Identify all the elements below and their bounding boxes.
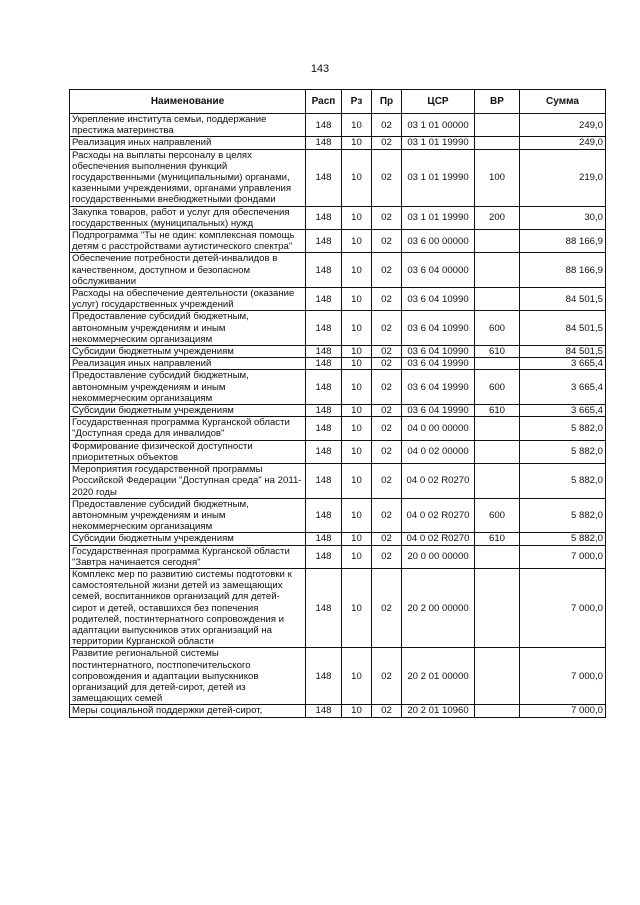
cell-vr: 600 (475, 498, 520, 533)
table-row (70, 370, 606, 405)
cell-rz: 10 (342, 417, 372, 440)
cell-pr: 02 (372, 498, 402, 533)
cell-name: Укрепление института семьи, поддержание престижа материнства (70, 114, 306, 137)
cell-vr (475, 253, 520, 288)
cell-name: Закупка товаров, работ и услуг для обеспечения государственных (муниципальных) нужд (70, 206, 306, 229)
cell-rasp: 148 (306, 206, 342, 229)
table-row (70, 648, 606, 705)
cell-rz: 10 (342, 464, 372, 499)
cell-rz: 10 (342, 405, 372, 417)
cell-rasp: 148 (306, 498, 342, 533)
column-header-name: Наименование (70, 90, 306, 114)
table-row (70, 498, 606, 533)
table-row (70, 440, 606, 463)
cell-name: Комплекс мер по развитию системы подготовки к самостоятельной жизни детей из замещающих семей, воспитанников организаций для детей-сирот и детей, оставшихся без попечения родителей, постинтернатного сопровождения и адаптации выпускников этих организаций на территории Курганской области (70, 568, 306, 647)
cell-sum: 3 665,4 (520, 370, 606, 405)
table-row (70, 137, 606, 149)
table-row (70, 568, 606, 647)
cell-vr: 100 (475, 149, 520, 206)
cell-rasp: 148 (306, 137, 342, 149)
cell-vr (475, 288, 520, 311)
cell-pr: 02 (372, 370, 402, 405)
cell-rasp: 148 (306, 370, 342, 405)
cell-pr: 02 (372, 114, 402, 137)
cell-pr: 02 (372, 346, 402, 358)
cell-csr: 03 6 00 00000 (402, 230, 475, 253)
cell-sum: 84 501,5 (520, 346, 606, 358)
table-row (70, 705, 606, 717)
cell-name: Предоставление субсидий бюджетным, автономным учреждениям и иным некоммерческим организациям (70, 498, 306, 533)
cell-vr: 200 (475, 206, 520, 229)
table-row (70, 346, 606, 358)
cell-csr: 04 0 00 00000 (402, 417, 475, 440)
cell-vr: 600 (475, 311, 520, 346)
cell-vr (475, 545, 520, 568)
cell-vr (475, 568, 520, 647)
cell-rasp: 148 (306, 417, 342, 440)
cell-name: Расходы на обеспечение деятельности (оказание услуг) государственных учреждений (70, 288, 306, 311)
column-header-csr: ЦСР (402, 90, 475, 114)
cell-rasp: 148 (306, 440, 342, 463)
cell-sum: 5 882,0 (520, 498, 606, 533)
cell-rz: 10 (342, 288, 372, 311)
table-row (70, 464, 606, 499)
cell-pr: 02 (372, 405, 402, 417)
cell-rasp: 148 (306, 346, 342, 358)
cell-sum: 88 166,9 (520, 230, 606, 253)
cell-pr: 02 (372, 253, 402, 288)
cell-rasp: 148 (306, 311, 342, 346)
cell-rz: 10 (342, 358, 372, 370)
table-row (70, 149, 606, 206)
cell-pr: 02 (372, 311, 402, 346)
cell-sum: 84 501,5 (520, 311, 606, 346)
cell-sum: 84 501,5 (520, 288, 606, 311)
cell-csr: 03 6 04 19990 (402, 405, 475, 417)
cell-sum: 7 000,0 (520, 545, 606, 568)
cell-rasp: 148 (306, 358, 342, 370)
cell-csr: 04 0 02 00000 (402, 440, 475, 463)
column-header-vr: ВР (475, 90, 520, 114)
cell-sum: 5 882,0 (520, 440, 606, 463)
cell-vr (475, 464, 520, 499)
cell-csr: 03 6 04 00000 (402, 253, 475, 288)
cell-csr: 03 6 04 10990 (402, 346, 475, 358)
table-header-row (70, 90, 606, 114)
cell-vr (475, 705, 520, 717)
cell-pr: 02 (372, 149, 402, 206)
cell-rz: 10 (342, 346, 372, 358)
cell-name: Субсидии бюджетным учреждениям (70, 405, 306, 417)
cell-sum: 249,0 (520, 137, 606, 149)
cell-pr: 02 (372, 358, 402, 370)
cell-name: Расходы на выплаты персоналу в целях обеспечения выполнения функций государственными (муниципальными) органами, казенными учреждениями, органами управления государственными внебюджетными фондами (70, 149, 306, 206)
cell-name: Государственная программа Курганской области "Завтра начинается сегодня" (70, 545, 306, 568)
cell-sum: 88 166,9 (520, 253, 606, 288)
cell-rasp: 148 (306, 568, 342, 647)
cell-rasp: 148 (306, 464, 342, 499)
table-row (70, 358, 606, 370)
cell-rz: 10 (342, 114, 372, 137)
cell-pr: 02 (372, 206, 402, 229)
cell-csr: 03 6 04 10990 (402, 288, 475, 311)
cell-pr: 02 (372, 545, 402, 568)
cell-name: Реализация иных направлений (70, 358, 306, 370)
cell-pr: 02 (372, 137, 402, 149)
cell-name: Реализация иных направлений (70, 137, 306, 149)
cell-rz: 10 (342, 648, 372, 705)
cell-csr: 04 0 02 R0270 (402, 533, 475, 545)
cell-vr (475, 440, 520, 463)
cell-pr: 02 (372, 464, 402, 499)
cell-name: Формирование физической доступности приоритетных объектов (70, 440, 306, 463)
cell-name: Предоставление субсидий бюджетным, автономным учреждениям и иным некоммерческим организациям (70, 311, 306, 346)
cell-vr (475, 137, 520, 149)
table-row (70, 253, 606, 288)
cell-rasp: 148 (306, 149, 342, 206)
table-row (70, 545, 606, 568)
cell-sum: 7 000,0 (520, 705, 606, 717)
cell-vr (475, 417, 520, 440)
cell-name: Субсидии бюджетным учреждениям (70, 346, 306, 358)
cell-rz: 10 (342, 206, 372, 229)
cell-sum: 7 000,0 (520, 648, 606, 705)
table-row (70, 206, 606, 229)
cell-csr: 03 1 01 00000 (402, 114, 475, 137)
cell-rz: 10 (342, 498, 372, 533)
page-number: 143 (310, 63, 330, 75)
cell-rz: 10 (342, 440, 372, 463)
cell-csr: 03 1 01 19990 (402, 149, 475, 206)
table-row (70, 417, 606, 440)
cell-rz: 10 (342, 568, 372, 647)
column-header-rz: Рз (342, 90, 372, 114)
cell-rasp: 148 (306, 405, 342, 417)
cell-rz: 10 (342, 533, 372, 545)
cell-name: Меры социальной поддержки детей-сирот, (70, 705, 306, 717)
cell-name: Государственная программа Курганской области "Доступная среда для инвалидов" (70, 417, 306, 440)
column-header-rasp: Расп (306, 90, 342, 114)
cell-sum: 5 882,0 (520, 533, 606, 545)
table-row (70, 533, 606, 545)
budget-table (69, 89, 606, 718)
cell-csr: 20 2 01 00000 (402, 648, 475, 705)
cell-name: Мероприятия государственной программы Российской Федерации "Доступная среда" на 2011-2020 годы (70, 464, 306, 499)
cell-csr: 03 1 01 19990 (402, 137, 475, 149)
cell-pr: 02 (372, 705, 402, 717)
cell-sum: 219,0 (520, 149, 606, 206)
cell-pr: 02 (372, 648, 402, 705)
cell-sum: 249,0 (520, 114, 606, 137)
cell-rz: 10 (342, 545, 372, 568)
cell-rasp: 148 (306, 230, 342, 253)
cell-vr (475, 114, 520, 137)
cell-vr: 610 (475, 533, 520, 545)
cell-rz: 10 (342, 137, 372, 149)
cell-csr: 04 0 02 R0270 (402, 498, 475, 533)
cell-csr: 03 6 04 19990 (402, 370, 475, 405)
table-row (70, 288, 606, 311)
cell-pr: 02 (372, 568, 402, 647)
cell-name: Субсидии бюджетным учреждениям (70, 533, 306, 545)
cell-rz: 10 (342, 370, 372, 405)
cell-name: Обеспечение потребности детей-инвалидов в качественном, доступном и безопасном обслуживании (70, 253, 306, 288)
cell-csr: 03 6 04 10990 (402, 311, 475, 346)
cell-rz: 10 (342, 253, 372, 288)
cell-rz: 10 (342, 230, 372, 253)
table-body (70, 114, 606, 718)
cell-pr: 02 (372, 288, 402, 311)
cell-vr (475, 230, 520, 253)
cell-rasp: 148 (306, 288, 342, 311)
table-row (70, 114, 606, 137)
cell-sum: 5 882,0 (520, 417, 606, 440)
cell-rasp: 148 (306, 114, 342, 137)
cell-vr: 610 (475, 405, 520, 417)
cell-rasp: 148 (306, 648, 342, 705)
cell-pr: 02 (372, 230, 402, 253)
cell-csr: 20 2 00 00000 (402, 568, 475, 647)
cell-vr (475, 358, 520, 370)
column-header-pr: Пр (372, 90, 402, 114)
cell-rz: 10 (342, 705, 372, 717)
cell-rz: 10 (342, 149, 372, 206)
cell-rasp: 148 (306, 705, 342, 717)
cell-sum: 3 665,4 (520, 358, 606, 370)
cell-csr: 20 0 00 00000 (402, 545, 475, 568)
cell-csr: 03 1 01 19990 (402, 206, 475, 229)
cell-sum: 7 000,0 (520, 568, 606, 647)
column-header-sum: Сумма (520, 90, 606, 114)
cell-sum: 5 882,0 (520, 464, 606, 499)
cell-vr: 600 (475, 370, 520, 405)
cell-sum: 30,0 (520, 206, 606, 229)
cell-csr: 03 6 04 19990 (402, 358, 475, 370)
cell-pr: 02 (372, 533, 402, 545)
cell-rasp: 148 (306, 533, 342, 545)
cell-name: Предоставление субсидий бюджетным, автономным учреждениям и иным некоммерческим организациям (70, 370, 306, 405)
table-row (70, 230, 606, 253)
cell-rz: 10 (342, 311, 372, 346)
cell-rasp: 148 (306, 545, 342, 568)
cell-pr: 02 (372, 440, 402, 463)
cell-sum: 3 665,4 (520, 405, 606, 417)
table-row (70, 405, 606, 417)
cell-name: Развитие региональной системы постинтернатного, постпопечительского сопровождения и адаптации выпускников организаций для детей-сирот, детей из замещающих семей (70, 648, 306, 705)
cell-name: Подпрограмма "Ты не один: комплексная помощь детям с расстройствами аутистического спектра" (70, 230, 306, 253)
cell-csr: 20 2 01 10960 (402, 705, 475, 717)
cell-csr: 04 0 02 R0270 (402, 464, 475, 499)
cell-vr (475, 648, 520, 705)
cell-rasp: 148 (306, 253, 342, 288)
cell-vr: 610 (475, 346, 520, 358)
table-row (70, 311, 606, 346)
cell-pr: 02 (372, 417, 402, 440)
